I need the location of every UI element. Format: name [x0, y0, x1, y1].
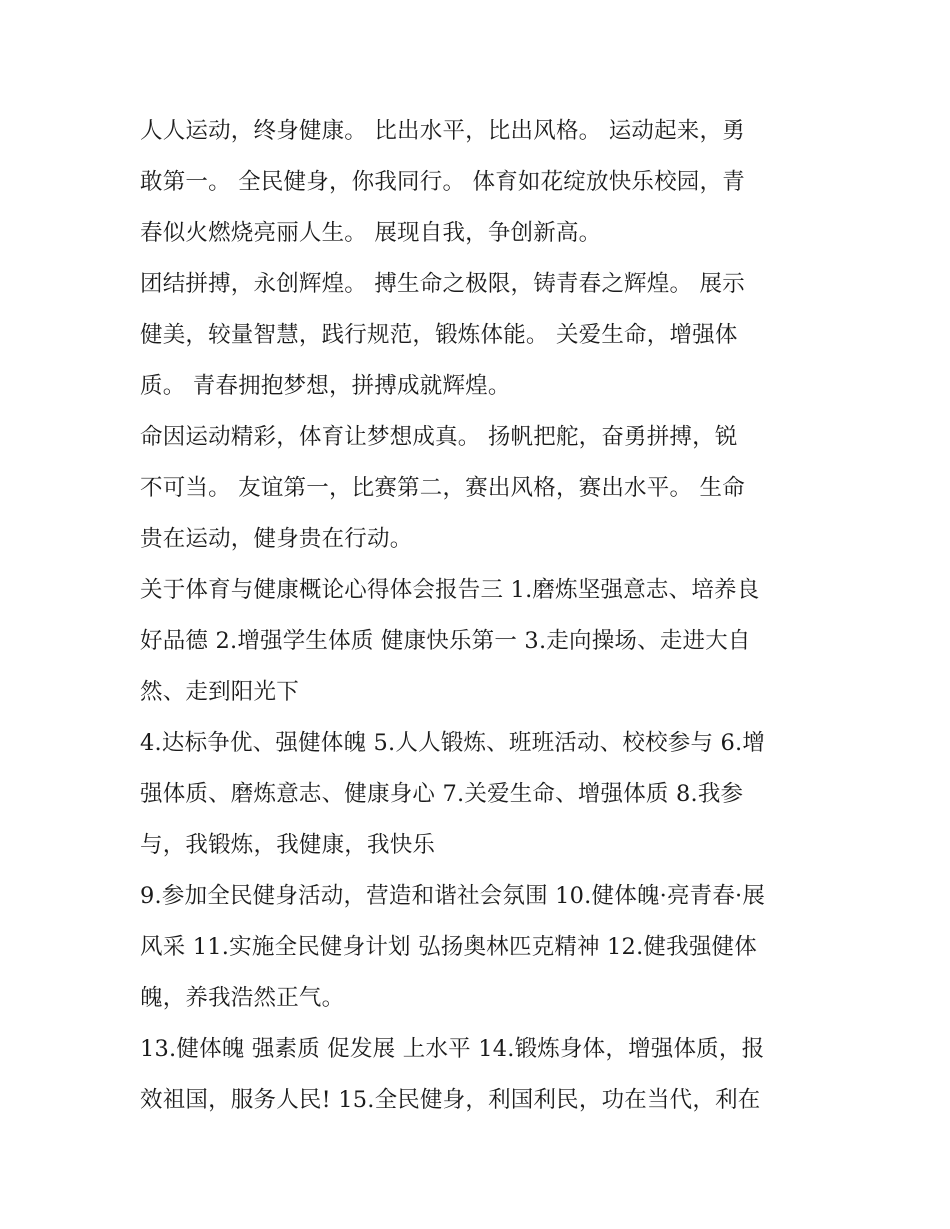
text-line: 健美，较量智慧，践行规范，锻炼体能。 关爱生命，增强体	[140, 322, 738, 348]
paragraph-1	[140, 108, 812, 261]
text-line: 然、走到阳光下	[140, 679, 299, 705]
text-line: 风采 11.实施全民健身计划 弘扬奥林匹克精神 12.健我强健体	[140, 934, 757, 960]
text-line: 好品德 2.增强学生体质 健康快乐第一 3.走向操场、走进大自	[140, 628, 751, 654]
text-line: 13.健体魄 强素质 促发展 上水平 14.锻炼身体，增强体质，报	[140, 1036, 765, 1062]
paragraph-7	[140, 1026, 812, 1128]
paragraph-6	[140, 873, 812, 1026]
paragraph-4	[140, 567, 812, 720]
text-line: 9.参加全民健身活动，营造和谐社会氛围 10.健体魄·亮青春·展	[140, 883, 766, 909]
paragraph-5	[140, 720, 812, 873]
text-line: 团结拼搏，永创辉煌。 搏生命之极限，铸青春之辉煌。 展示	[140, 271, 745, 297]
text-line: 不可当。 友谊第一，比赛第二，赛出风格，赛出水平。 生命	[140, 475, 745, 501]
paragraph-2	[140, 261, 812, 414]
text-line: 强体质、磨炼意志、健康身心 7.关爱生命、增强体质 8.我参	[140, 781, 744, 807]
text-line: 4.达标争优、强健体魄 5.人人锻炼、班班活动、校校参与 6.增	[140, 730, 766, 756]
paragraph-3	[140, 414, 812, 567]
text-line: 命因运动精彩，体育让梦想成真。 扬帆把舵，奋勇拼搏，锐	[140, 424, 738, 450]
text-line: 敢第一。 全民健身，你我同行。 体育如花绽放快乐校园，青	[140, 169, 745, 195]
text-line: 质。 青春拥抱梦想，拼搏成就辉煌。	[140, 373, 511, 399]
text-line: 与，我锻炼，我健康，我快乐	[140, 832, 436, 858]
text-line: 魄，养我浩然正气。	[140, 985, 345, 1011]
text-line: 春似火燃烧亮丽人生。 展现自我，争创新高。	[140, 220, 602, 246]
text-line: 关于体育与健康概论心得体会报告三 1.磨炼坚强意志、培养良	[140, 577, 760, 603]
text-line: 人人运动，终身健康。 比出水平，比出风格。 运动起来，勇	[140, 118, 745, 144]
text-line: 效祖国，服务人民! 15.全民健身，利国利民，功在当代，利在	[140, 1087, 761, 1113]
document-body	[140, 108, 812, 1128]
text-line: 贵在运动，健身贵在行动。	[140, 526, 413, 552]
